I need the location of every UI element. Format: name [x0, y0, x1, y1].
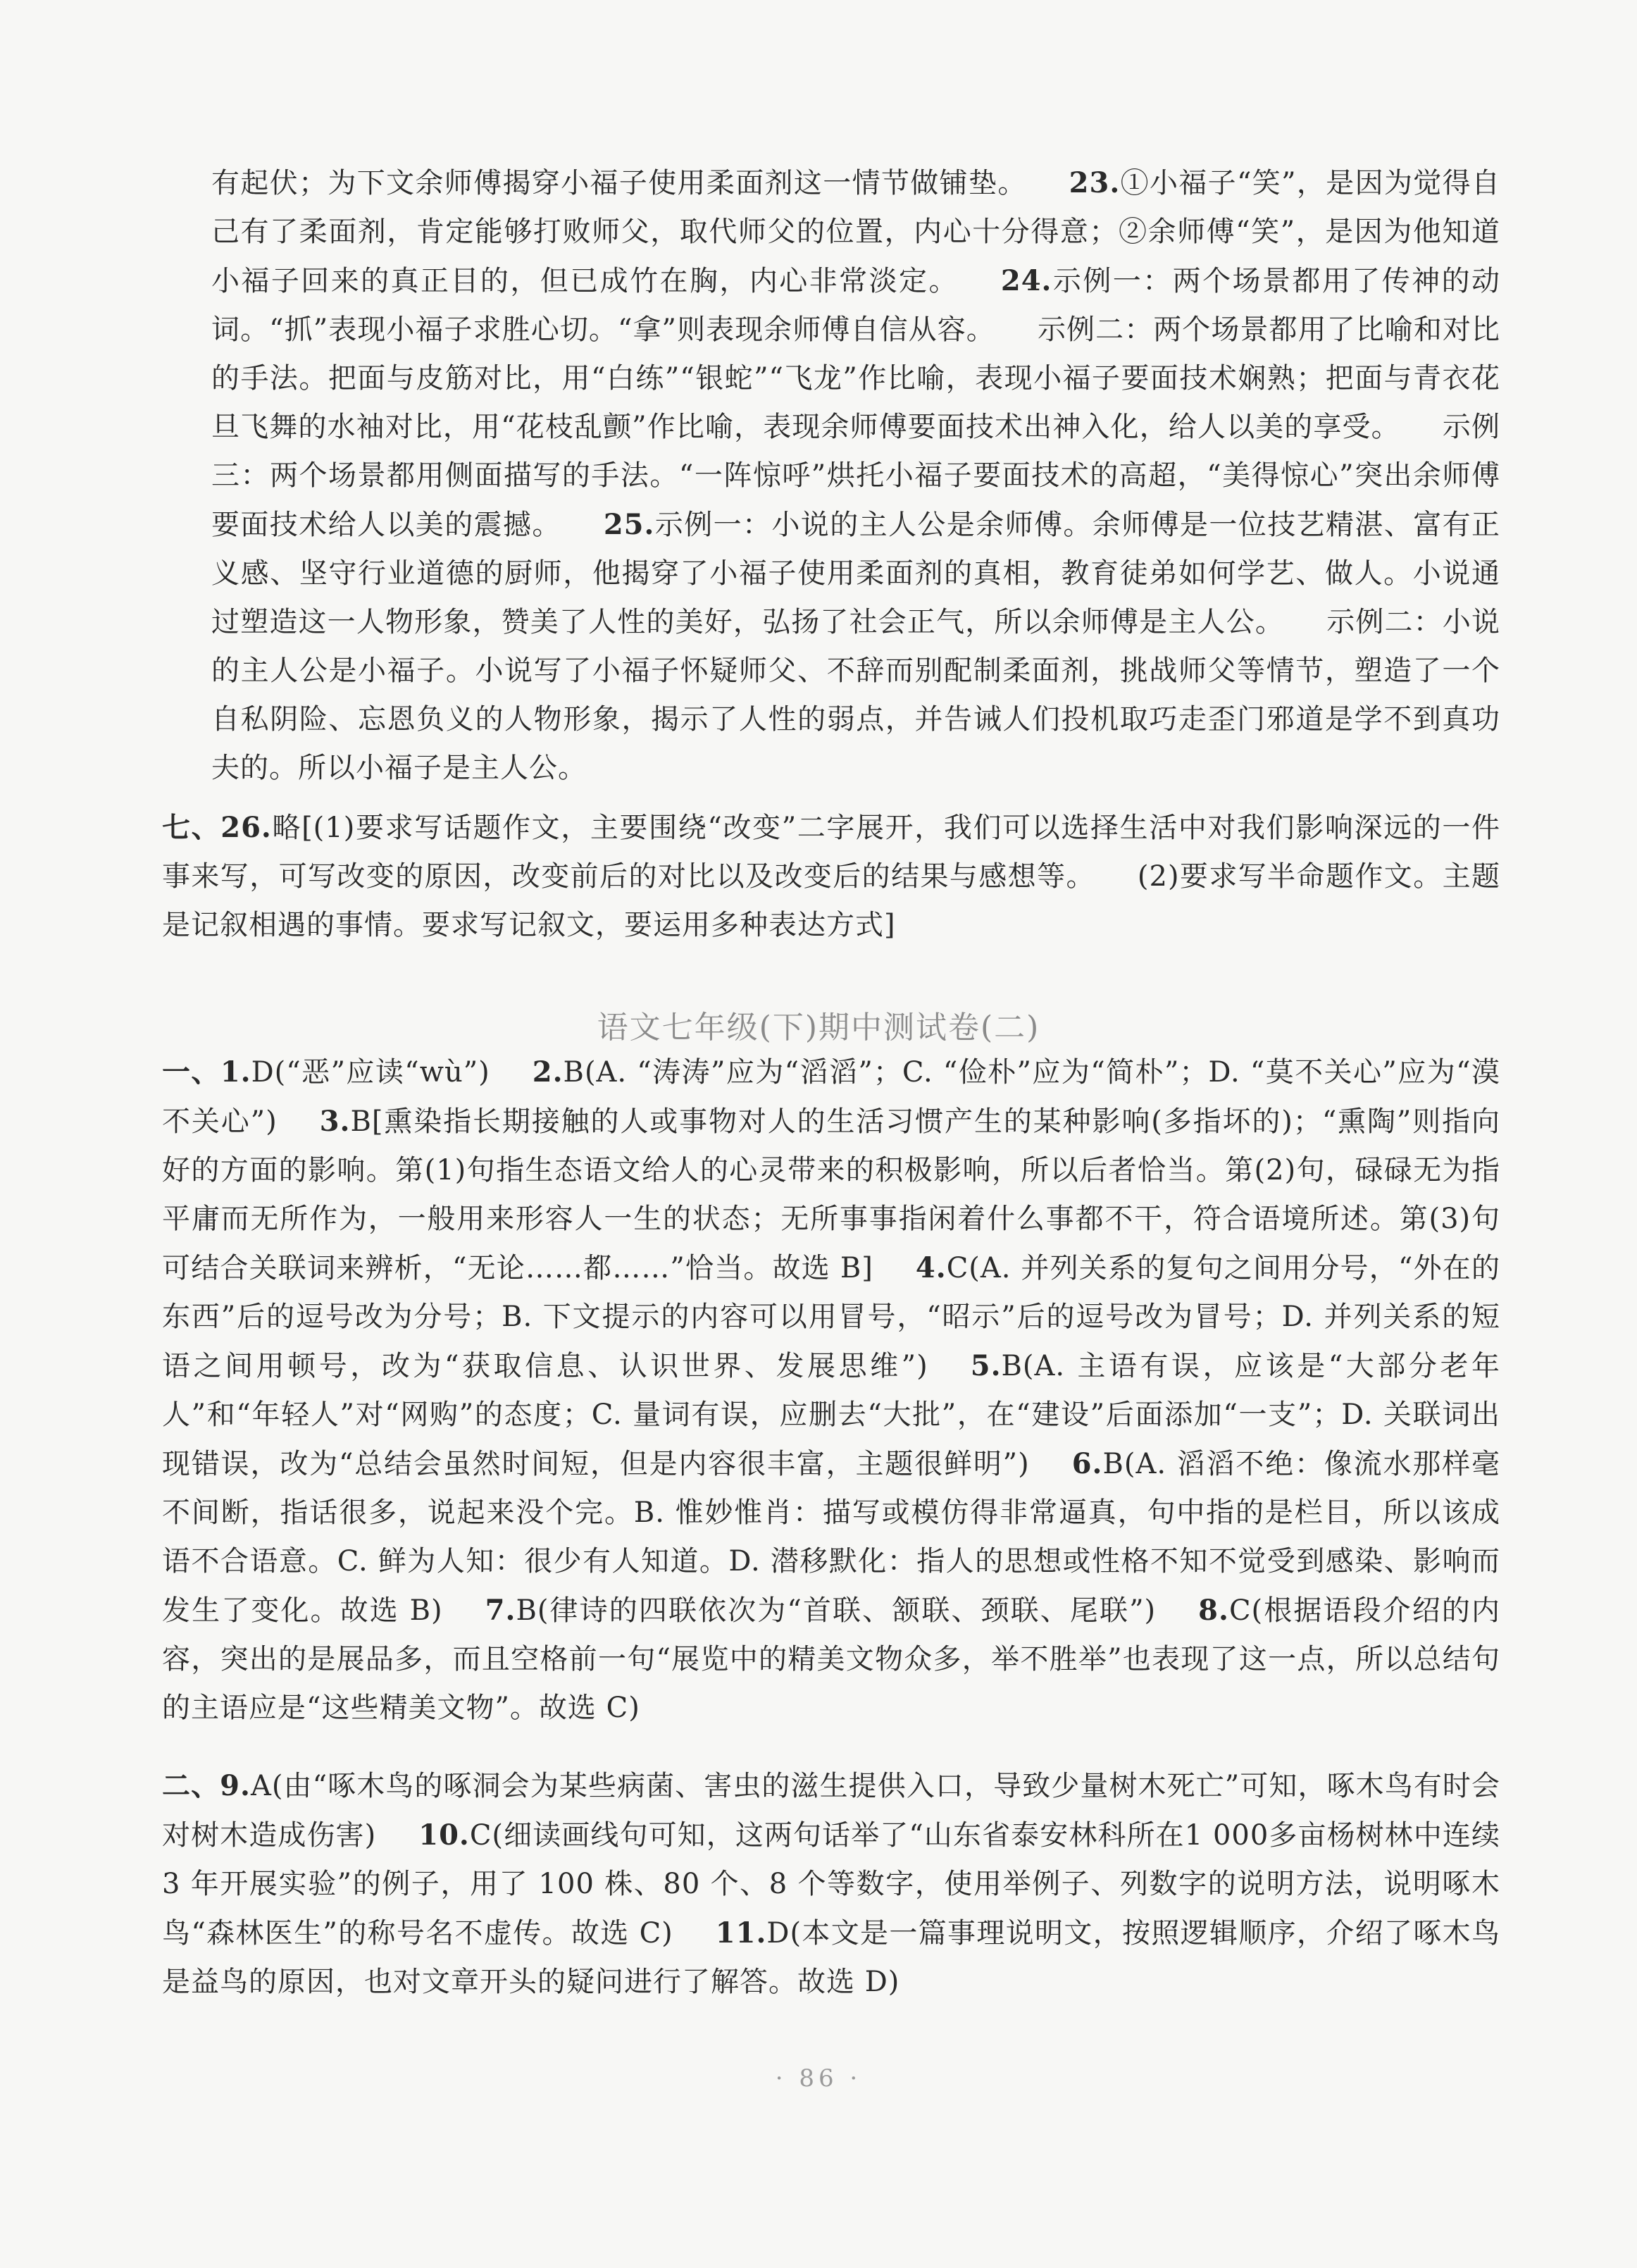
- test-title: 语文七年级(下)期中测试卷(二): [597, 1010, 1040, 1046]
- answer-1: D(“恶”应读“wù”): [251, 1056, 490, 1089]
- q1-number: 1.: [220, 1055, 251, 1089]
- answer-26-part-1: 略[(1)要求写话题作文，主要围绕“改变”二字展开，我们可以选择生活中对我们影响深远的一件事来写，可写改变的原因，改变前后的对比以及改变后的结果与感想等。: [162, 812, 1501, 893]
- answer-23: ①小福子“笑”，是因为觉得自己有了柔面剂，肯定能够打败师父，取代师父的位置，内心十分得意；②余师傅“笑”，是因为他知道小福子回来的真正目的，但已成竹在胸，内心非常淡定。: [211, 167, 1500, 297]
- q10-number: 10.: [418, 1818, 470, 1852]
- q23-number: 23.: [1069, 166, 1121, 199]
- answer-24-example-1: 示例一：两个场景都用了传神的动词。“抓”表现小福子求胜心切。“拿”则表现余师傅自信从容。: [211, 265, 1501, 346]
- answer-9: A(由“啄木鸟的啄洞会为某些病菌、害虫的滋生提供入口，导致少量树木死亡”可知，啄木鸟有时会对树木造成伤害): [162, 1770, 1500, 1852]
- section-two: [162, 1761, 1500, 2007]
- q6-number: 6.: [1071, 1447, 1103, 1480]
- answer-22-end: 有起伏；为下文余师傅揭穿小福子使用柔面剂这一情节做铺垫。: [211, 167, 1027, 199]
- section-one-label: 一、: [162, 1055, 220, 1089]
- answer-7: B(律诗的四联依次为“首联、颔联、颈联、尾联”): [516, 1594, 1157, 1627]
- section-two-label: 二、: [162, 1769, 220, 1802]
- q4-number: 4.: [915, 1251, 947, 1284]
- answer-3: B[熏染指长期接触的人或事物对人的生活习惯产生的某种影响(多指坏的)；“熏陶”则指向好的方面的影响。第(1)句指生态语文给人的心灵带来的积极影响，所以后者恰当。第(2)句，碌碌无为指平庸而无所作为，一般用来形容人一生的状态；无所事事指闲着什么事都不干，符合语境所述。第(3)句可结合关联词来辨析，“无论……都……”恰当。故选 B]: [162, 1105, 1501, 1284]
- answer-24-example-2: 示例二：两个场景都用了比喻和对比的手法。把面与皮筋对比，用“白练”“银蛇”“飞龙”作比喻，表现小福子要面技术娴熟；把面与青衣花旦飞舞的水袖对比，用“花枝乱颤”作比喻，表现余师傅要面技术出神入化，给人以美的享受。: [211, 314, 1501, 443]
- answer-24-example-3: 示例三：两个场景都用侧面描写的手法。“一阵惊呼”烘托小福子要面技术的高超，“美得惊心”突出余师傅要面技术给人以美的震撼。: [211, 411, 1500, 541]
- answer-25-example-2: 示例二：小说的主人公是小福子。小说写了小福子怀疑师父、不辞而别配制柔面剂，挑战师父等情节，塑造了一个自私阴险、忘恩负义的人物形象，揭示了人性的弱点，并告诫人们投机取巧走歪门邪道是学不到真功夫的。所以小福子是主人公。: [211, 606, 1501, 784]
- section-seven-label: 七、: [162, 811, 221, 844]
- q26-number: 26.: [220, 811, 272, 844]
- q8-number: 8.: [1198, 1594, 1229, 1627]
- q9-number: 9.: [220, 1769, 251, 1802]
- answer-5: B(A. 主语有误，应该是“大部分老年人”和“年轻人”对“网购”的态度；C. 量词有误，应删去“大批”，在“建设”后面添加“一支”；D. 关联词出现错误，改为“总结会虽然时间短，但是内容很丰富，主题很鲜明”): [162, 1350, 1501, 1480]
- q5-number: 5.: [970, 1349, 1002, 1382]
- section-seven: [162, 803, 1500, 950]
- answer-11: D(本文是一篇事理说明文，按照逻辑顺序，介绍了啄木鸟是益鸟的原因，也对文章开头的疑问进行了解答。故选 D): [162, 1917, 1500, 1998]
- answer-8: C(根据语段介绍的内容，突出的是展品多，而且空格前一句“展览中的精美文物众多，举不胜举”也表现了这一点，所以总结句的主语应是“这些精美文物”。故选 C): [162, 1594, 1500, 1724]
- q25-number: 25.: [603, 508, 655, 541]
- answer-10: C(细读画线句可知，这两句话举了“山东省泰安林科所在1 000多亩杨树林中连续 3 年开展实验”的例子，用了 100 株、80 个、8 个等数字，使用举例子、列数字的说明方法，说明啄木鸟“森林医生”的称号名不虚传。故选 C): [162, 1819, 1501, 1950]
- answer-4: C(A. 并列关系的复句之间用分号，“外在的东西”后的逗号改为分号；B. 下文提示的内容可以用冒号，“昭示”后的逗号改为冒号；D. 并列关系的短语之间用顿号，改为“获取信息、认识世界、发展思维”): [162, 1252, 1500, 1382]
- q3-number: 3.: [319, 1105, 351, 1138]
- q24-number: 24.: [1000, 264, 1052, 297]
- answers-continued-block: [211, 159, 1500, 793]
- answer-2: B(A. “涛涛”应为“滔滔”；C. “俭朴”应为“简朴”；D. “莫不关心”应为“漠不关心”): [162, 1056, 1501, 1138]
- section-one: [162, 1048, 1500, 1733]
- q2-number: 2.: [532, 1055, 564, 1089]
- q11-number: 11.: [715, 1916, 767, 1950]
- answer-6: B(A. 滔滔不绝：像流水那样毫不间断，指话很多，说起来没个完。B. 惟妙惟肖：描写或模仿得非常逼真，句中指的是栏目，所以该成语不合语意。C. 鲜为人知：很少有人知道。D. 潜移默化：指人的思想或性格不知不觉受到感染、影响而发生了变化。故选 B): [162, 1448, 1500, 1627]
- answer-25-example-1: 示例一：小说的主人公是余师傅。余师傅是一位技艺精湛、富有正义感、坚守行业道德的厨师，他揭穿了小福子使用柔面剂的真相，教育徒弟如何学艺、做人。小说通过塑造这一人物形象，赞美了人性的美好，弘扬了社会正气，所以余师傅是主人公。: [211, 509, 1501, 638]
- q7-number: 7.: [485, 1594, 516, 1627]
- answer-26-part-2: (2)要求写半命题作文。主题是记叙相遇的事情。要求写记叙文，要运用多种表达方式]: [162, 860, 1500, 941]
- page-number: · 86 ·: [775, 2064, 862, 2093]
